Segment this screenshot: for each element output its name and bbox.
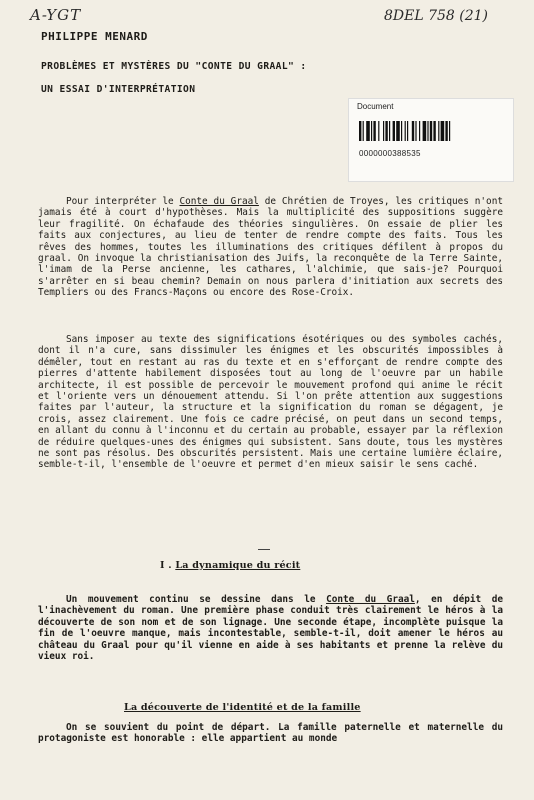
paragraph-3: Un mouvement continu se dessine dans le Conte du Graal, en dépit de l'inachèvement du roman. Une première phase conduit très clairement le héros à la découverte de son nom et de son lignage. Une seconde étape, incomplète puisque la fin de l'oeuvre manque, mais incontestable, semble-t-il, doit amener le héros au château du Graal pour qu'il vienne en aide à ses habitants et prenne la relève du vieux roi.	[38, 594, 503, 663]
section-heading-2: La découverte de l'identité et de la famille	[124, 702, 361, 713]
work-title-link: Conte du Graal	[179, 196, 259, 207]
author-name: PHILIPPE MENARD	[41, 30, 148, 43]
barcode-caption: Document	[357, 102, 394, 111]
barcode-label	[348, 98, 514, 182]
paragraph-1: Pour interpréter le Conte du Graal de Chrétien de Troyes, les critiques n'ont jamais été à court d'hypothèses. Mais la multiplicité des suppositions suggère leur fragilité. On échafaude des théories singulières. On essaie de plier les faits aux conjectures, au lieu de tenter de rendre compte des faits. Tous les rêves des hommes, toutes les illuminations des critiques défilent à propos du graal. On invoque la christianisation des Juifs, la reconquête de la Terre Sainte, l'imam de la Perse ancienne, les cathares, l'alchimie, que sais-je? Pourquoi s'arrêter en si beau chemin? Demain on nous parlera d'initiation aux secrets des Templiers ou des Francs-Maçons ou encore des Rose-Croix.	[38, 196, 503, 299]
paragraph-2: Sans imposer au texte des significations ésotériques ou des symboles cachés, dont il n'a cure, sans dissimuler les énigmes et les obscurités impossibles à démêler, tout en restant au ras du texte et en s'efforçant de rendre compte des pierres d'attente habilement disposées tout au long de l'oeuvre par un habile architecte, il est possible de percevoir le mouvement profond qui anime le récit et l'oriente vers un dénouement attendu. Si l'on prête attention aux suggestions faites par l'auteur, la structure et la signification du roman se dégagent, je crois, assez clairement. Une fois ce cadre précisé, on peut dans un second temps, en allant du connu à l'inconnu et du certain au probable, essayer par la réflexion de réduire quelques-unes des énigmes qui subsistent. Sans doute, tous les mystères ne sont pas résolus. Des obscurités persistent. Mais une certaine lumière éclaire, semble-t-il, l'ensemble de l'oeuvre et permet d'en mieux saisir le sens caché.	[38, 334, 503, 471]
barcode-icon	[359, 121, 505, 141]
section-divider	[258, 549, 270, 550]
barcode-number: 0000000388535	[359, 149, 421, 158]
handwritten-shelfmark-right: 8DEL 758 (21)	[384, 8, 489, 24]
work-title-link-2: Conte du Graal	[326, 594, 415, 605]
handwritten-shelfmark-left: A-YGT	[30, 6, 82, 24]
paragraph-4: On se souvient du point de départ. La famille paternelle et maternelle du protagoniste est honorable : elle appartient au monde	[38, 722, 503, 745]
title-line-1: PROBLÈMES ET MYSTÈRES DU "CONTE DU GRAAL" :	[41, 61, 307, 72]
title-line-2: UN ESSAI D'INTERPRÉTATION	[41, 84, 196, 95]
section-heading-1: I . La dynamique du récit	[160, 560, 301, 571]
